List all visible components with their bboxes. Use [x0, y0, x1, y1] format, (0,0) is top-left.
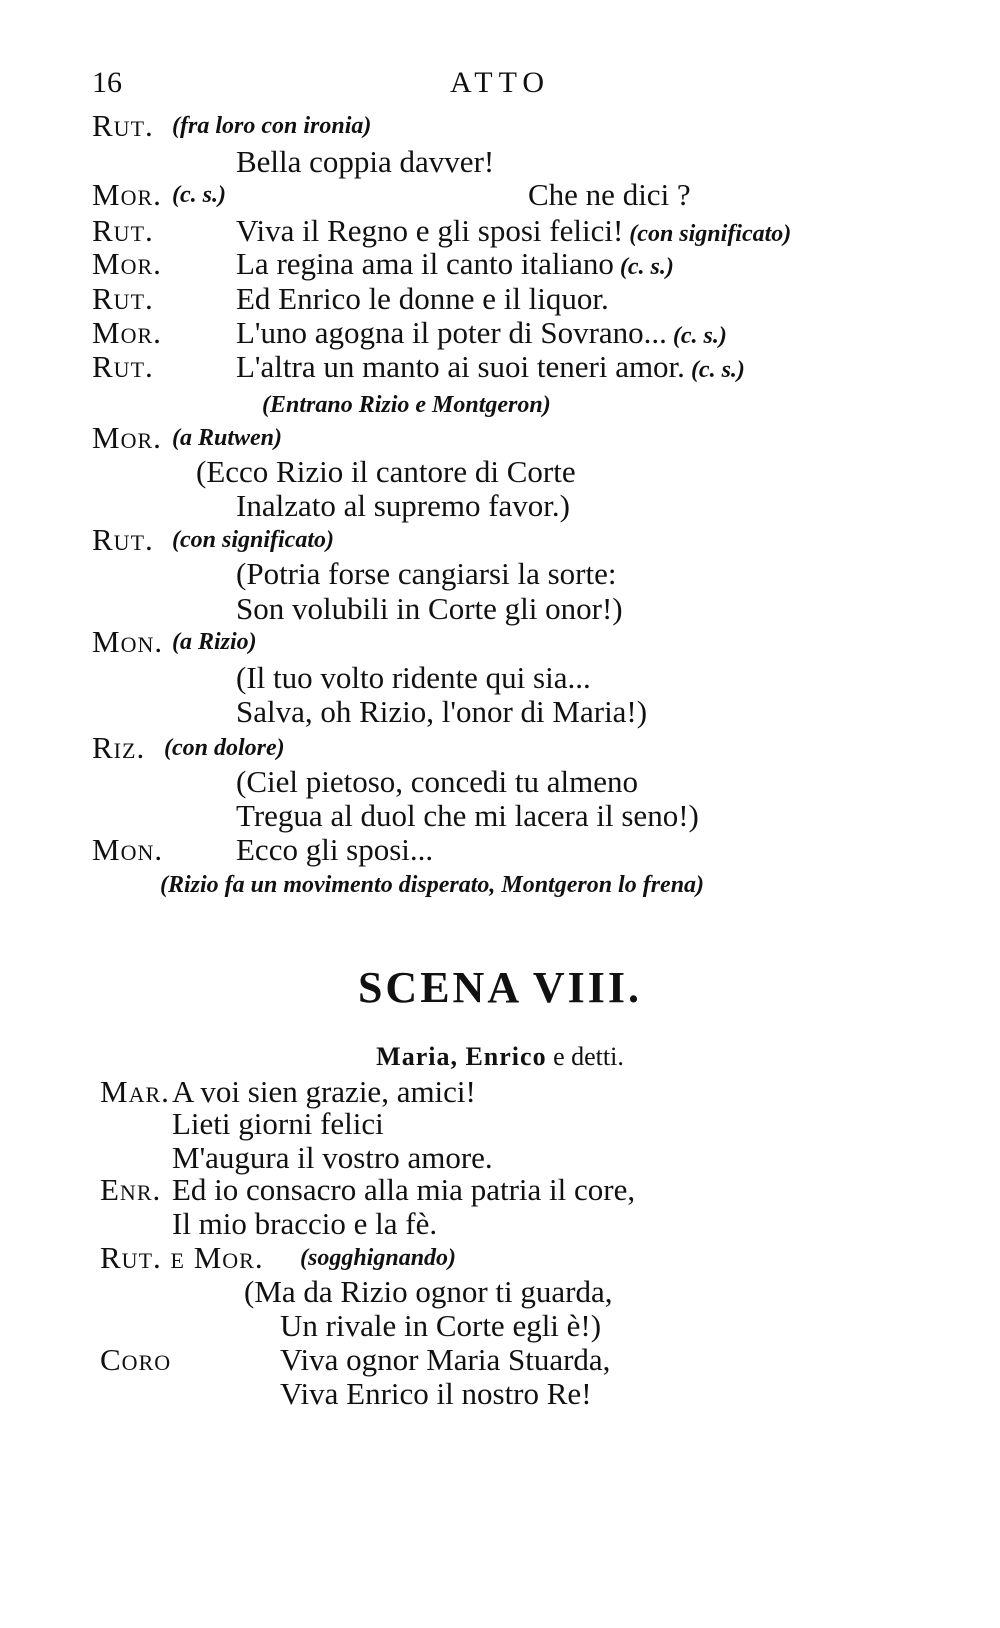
speaker-name: Mon.: [92, 624, 164, 659]
dialogue-line: [0, 865, 1000, 905]
verse-text: La regina ama il canto italiano (c. s.): [236, 246, 674, 281]
speaker-name: Riz.: [92, 730, 146, 765]
verse-text: M'augura il vostro amore.: [172, 1140, 493, 1175]
stage-direction: (con significato): [172, 527, 334, 553]
stage-direction: (con dolore): [164, 735, 285, 761]
speaker-name: Mor.: [92, 315, 162, 350]
stage-direction: (a Rutwen): [172, 425, 283, 451]
speaker-name: Mon.: [92, 832, 164, 867]
speaker-name: Rut.: [92, 522, 154, 557]
dialogue-line: [0, 175, 1000, 215]
speaker-name: Mor.: [92, 177, 162, 212]
speaker-name: Rut.: [92, 349, 154, 384]
dialogue-line: [0, 692, 1000, 732]
scene-characters-main: Maria, Enrico: [376, 1042, 547, 1071]
verse-text: Che ne dici ?: [528, 177, 691, 212]
verse-text: Ed io consacro alla mia patria il core,: [172, 1172, 636, 1207]
verse-text: Ecco gli sposi...: [236, 832, 434, 867]
verse-text: Lieti giorni felici: [172, 1106, 384, 1141]
verse-text: L'altra un manto ai suoi teneri amor. (c. s.): [236, 349, 745, 384]
verse-text: L'uno agogna il poter di Sovrano... (c. s.): [236, 315, 727, 350]
stage-direction: (con significato): [623, 221, 792, 247]
dialogue-line: [0, 622, 1000, 662]
dialogue-line: [0, 347, 1000, 387]
verse-text: Viva Enrico il nostro Re!: [280, 1376, 592, 1411]
dialogue-line: [0, 1374, 1000, 1414]
verse-text: (Il tuo volto ridente qui sia...: [236, 660, 591, 695]
dialogue-line: [0, 554, 1000, 594]
dialogue-line: [0, 830, 1000, 870]
stage-direction: (sogghignando): [300, 1245, 457, 1271]
stage-direction: (c. s.): [172, 182, 226, 208]
verse-text: Tregua al duol che mi lacera il seno!): [236, 798, 699, 833]
stage-direction: (c. s.): [666, 323, 727, 349]
verse-text: (Ecco Rizio il cantore di Corte: [196, 454, 576, 489]
dialogue-line: [0, 244, 1000, 284]
speaker-name: Enr.: [100, 1172, 162, 1207]
speaker-name: Rut.: [92, 281, 154, 316]
verse-text: (Ma da Rizio ognor ti guarda,: [244, 1274, 613, 1309]
scene-characters: [0, 1042, 1000, 1072]
verse-text: Il mio braccio e la fè.: [172, 1206, 438, 1241]
speaker-name: Mor.: [92, 246, 162, 281]
stage-direction: (Entrano Rizio e Montgeron): [262, 392, 551, 418]
verse-text: Un rivale in Corte egli è!): [280, 1308, 602, 1343]
verse-text: Salva, oh Rizio, l'onor di Maria!): [236, 694, 648, 729]
verse-text: Bella coppia davver!: [236, 144, 495, 179]
verse-text: Son volubili in Corte gli onor!): [236, 591, 623, 626]
speaker-name: Rut.: [92, 213, 154, 248]
verse-text: Viva il Regno e gli sposi felici! (con significato): [236, 213, 792, 248]
speaker-name: Rut.: [92, 108, 154, 143]
scene-characters-rest: e detti.: [553, 1042, 624, 1071]
stage-direction: (c. s.): [684, 357, 745, 383]
verse-text: Ed Enrico le donne e il liquor.: [236, 281, 609, 316]
running-head: ATTO: [449, 66, 551, 99]
stage-direction: (c. s.): [613, 254, 674, 280]
speaker-name: Mar.: [100, 1074, 170, 1109]
stage-direction: (a Rizio): [172, 629, 257, 655]
dialogue-line: [0, 106, 1000, 146]
verse-text: (Ciel pietoso, concedi tu almeno: [236, 764, 639, 799]
page-number: 16: [92, 66, 122, 99]
speaker-name: Coro: [100, 1342, 172, 1377]
speaker-name: Mor.: [92, 420, 162, 455]
stage-direction: (Rizio fa un movimento disperato, Montgeron lo frena): [160, 872, 705, 898]
verse-text: A voi sien grazie, amici!: [172, 1074, 476, 1109]
scene-title: SCENA VIII.: [357, 963, 643, 1012]
verse-text: Inalzato al supremo favor.): [236, 488, 570, 523]
stage-direction: (fra loro con ironia): [172, 113, 372, 139]
speaker-name: Rut. e Mor.: [100, 1240, 264, 1275]
verse-text: (Potria forse cangiarsi la sorte:: [236, 556, 617, 591]
verse-text: Viva ognor Maria Stuarda,: [280, 1342, 611, 1377]
